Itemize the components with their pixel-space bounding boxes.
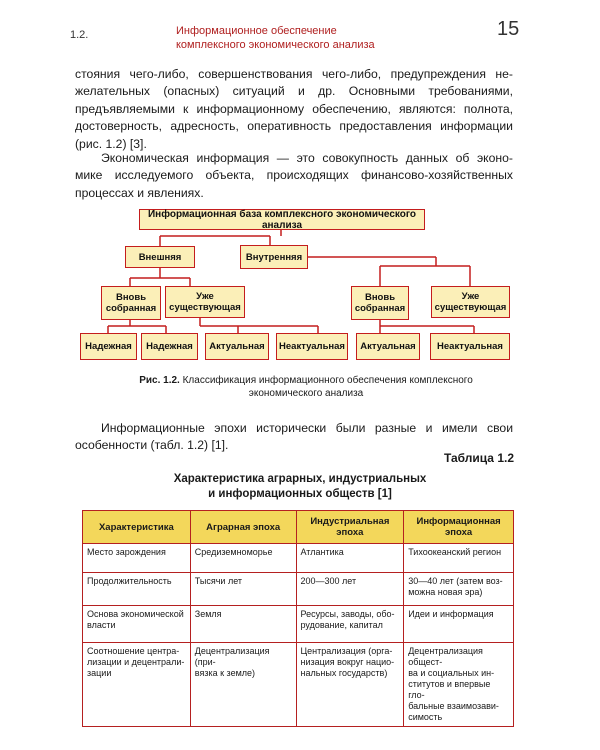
table-cell: Атлантика: [296, 544, 404, 573]
text-line: мике исследуемого объекта, происходящих финансово-хозяйственных: [75, 168, 513, 183]
table-header-row: [83, 511, 514, 544]
column-header: Аграрная эпоха: [190, 511, 296, 544]
figure-caption-text: экономического анализа: [248, 388, 364, 399]
paragraph-3: [75, 420, 513, 455]
header-section-number: 1.2.: [70, 29, 89, 41]
table-row: [83, 544, 514, 573]
diagram-internal-box: Внутренняя: [240, 245, 308, 269]
table-cell: Тысячи лет: [190, 573, 296, 606]
table-cell: Ресурсы, заводы, обо- рудование, капитал: [296, 606, 404, 643]
column-header: Индустриальная эпоха: [296, 511, 404, 544]
text-line: (рис. 1.2) [3].: [75, 136, 147, 151]
table-cell: Тихоокеанский регион: [404, 544, 514, 573]
table-title-line: Характеристика аграрных, индустриальных: [173, 473, 427, 485]
table-cell: Основа экономической власти: [83, 606, 191, 643]
paragraph-1: [75, 66, 513, 153]
table-cell: Место зарождения: [83, 544, 191, 573]
diagram-root-box: Информационная база комплексного экономического анализа: [139, 209, 425, 230]
text-line: желательных (опасных) ситуаций и др. Основными требованиями,: [75, 84, 513, 99]
figure-caption: [106, 374, 506, 400]
table-cell: Децентрализация (при- вязка к земле): [190, 643, 296, 727]
table-cell: Децентрализация общест- ва и социальных ин- ститутов и впервые гло- бальные взаимозави- симость: [404, 643, 514, 727]
text-line: процессах и явлениях.: [75, 185, 204, 200]
text-line: предъявляемыми к информационному обеспечению, являются: полнота,: [75, 101, 513, 116]
diagram-new-collected-left-box: Вновь собранная: [101, 286, 161, 320]
diagram-leaf-box: Надежная: [80, 333, 137, 360]
table-row: [83, 573, 514, 606]
table-cell: Централизация (орга- низация вокруг нацио- нальных государств): [296, 643, 404, 727]
paragraph-2: [75, 150, 513, 202]
table-cell: Соотношение центра- лизации и децентрали- зации: [83, 643, 191, 727]
table-cell: 200—300 лет: [296, 573, 404, 606]
text-line: особенности (табл. 1.2) [1].: [75, 438, 229, 453]
text-line: достоверность, адресность, оперативность предоставления информации: [75, 119, 513, 134]
diagram-leaf-box: Актуальная: [205, 333, 269, 360]
diagram-existing-left-box: Уже существующая: [165, 286, 245, 318]
table-title: [0, 472, 600, 502]
classification-diagram: [0, 200, 600, 370]
column-header: Информационная эпоха: [404, 511, 514, 544]
header-title-line: комплексного экономического анализа: [176, 39, 375, 51]
diagram-leaf-box: Надежная: [141, 333, 198, 360]
diagram-new-collected-right-box: Вновь собранная: [351, 286, 409, 320]
table-cell: Продолжительность: [83, 573, 191, 606]
page-number: 15: [497, 18, 520, 40]
diagram-leaf-box: Актуальная: [356, 333, 420, 360]
diagram-existing-right-box: Уже существующая: [431, 286, 510, 318]
table-row: [83, 606, 514, 643]
diagram-leaf-box: Неактуальная: [276, 333, 348, 360]
diagram-leaf-box: Неактуальная: [430, 333, 510, 360]
text-line: Экономическая информация — это совокупность данных об эконо-: [101, 151, 513, 165]
figure-caption-label: Рис. 1.2.: [139, 375, 180, 386]
table-cell: Земля: [190, 606, 296, 643]
text-line: стояния чего-либо, совершенствования чего-либо, предупреждения не-: [75, 67, 513, 81]
table-title-line: и информационных обществ [1]: [208, 488, 392, 500]
text-line: Информационные эпохи исторически были разные и имели свои: [101, 421, 513, 435]
figure-caption-text: Классификация информационного обеспечения комплексного: [182, 375, 473, 386]
table-cell: 30—40 лет (затем воз- можна новая эра): [404, 573, 514, 606]
comparison-table: [82, 510, 514, 727]
table-cell: Средиземноморье: [190, 544, 296, 573]
table-row: [83, 643, 514, 727]
header-title-line: Информационное обеспечение: [176, 25, 337, 37]
column-header: Характеристика: [83, 511, 191, 544]
table-label: Таблица 1.2: [443, 451, 514, 465]
header-title: [176, 24, 375, 52]
diagram-external-box: Внешняя: [125, 246, 195, 268]
table-cell: Идеи и информация: [404, 606, 514, 643]
